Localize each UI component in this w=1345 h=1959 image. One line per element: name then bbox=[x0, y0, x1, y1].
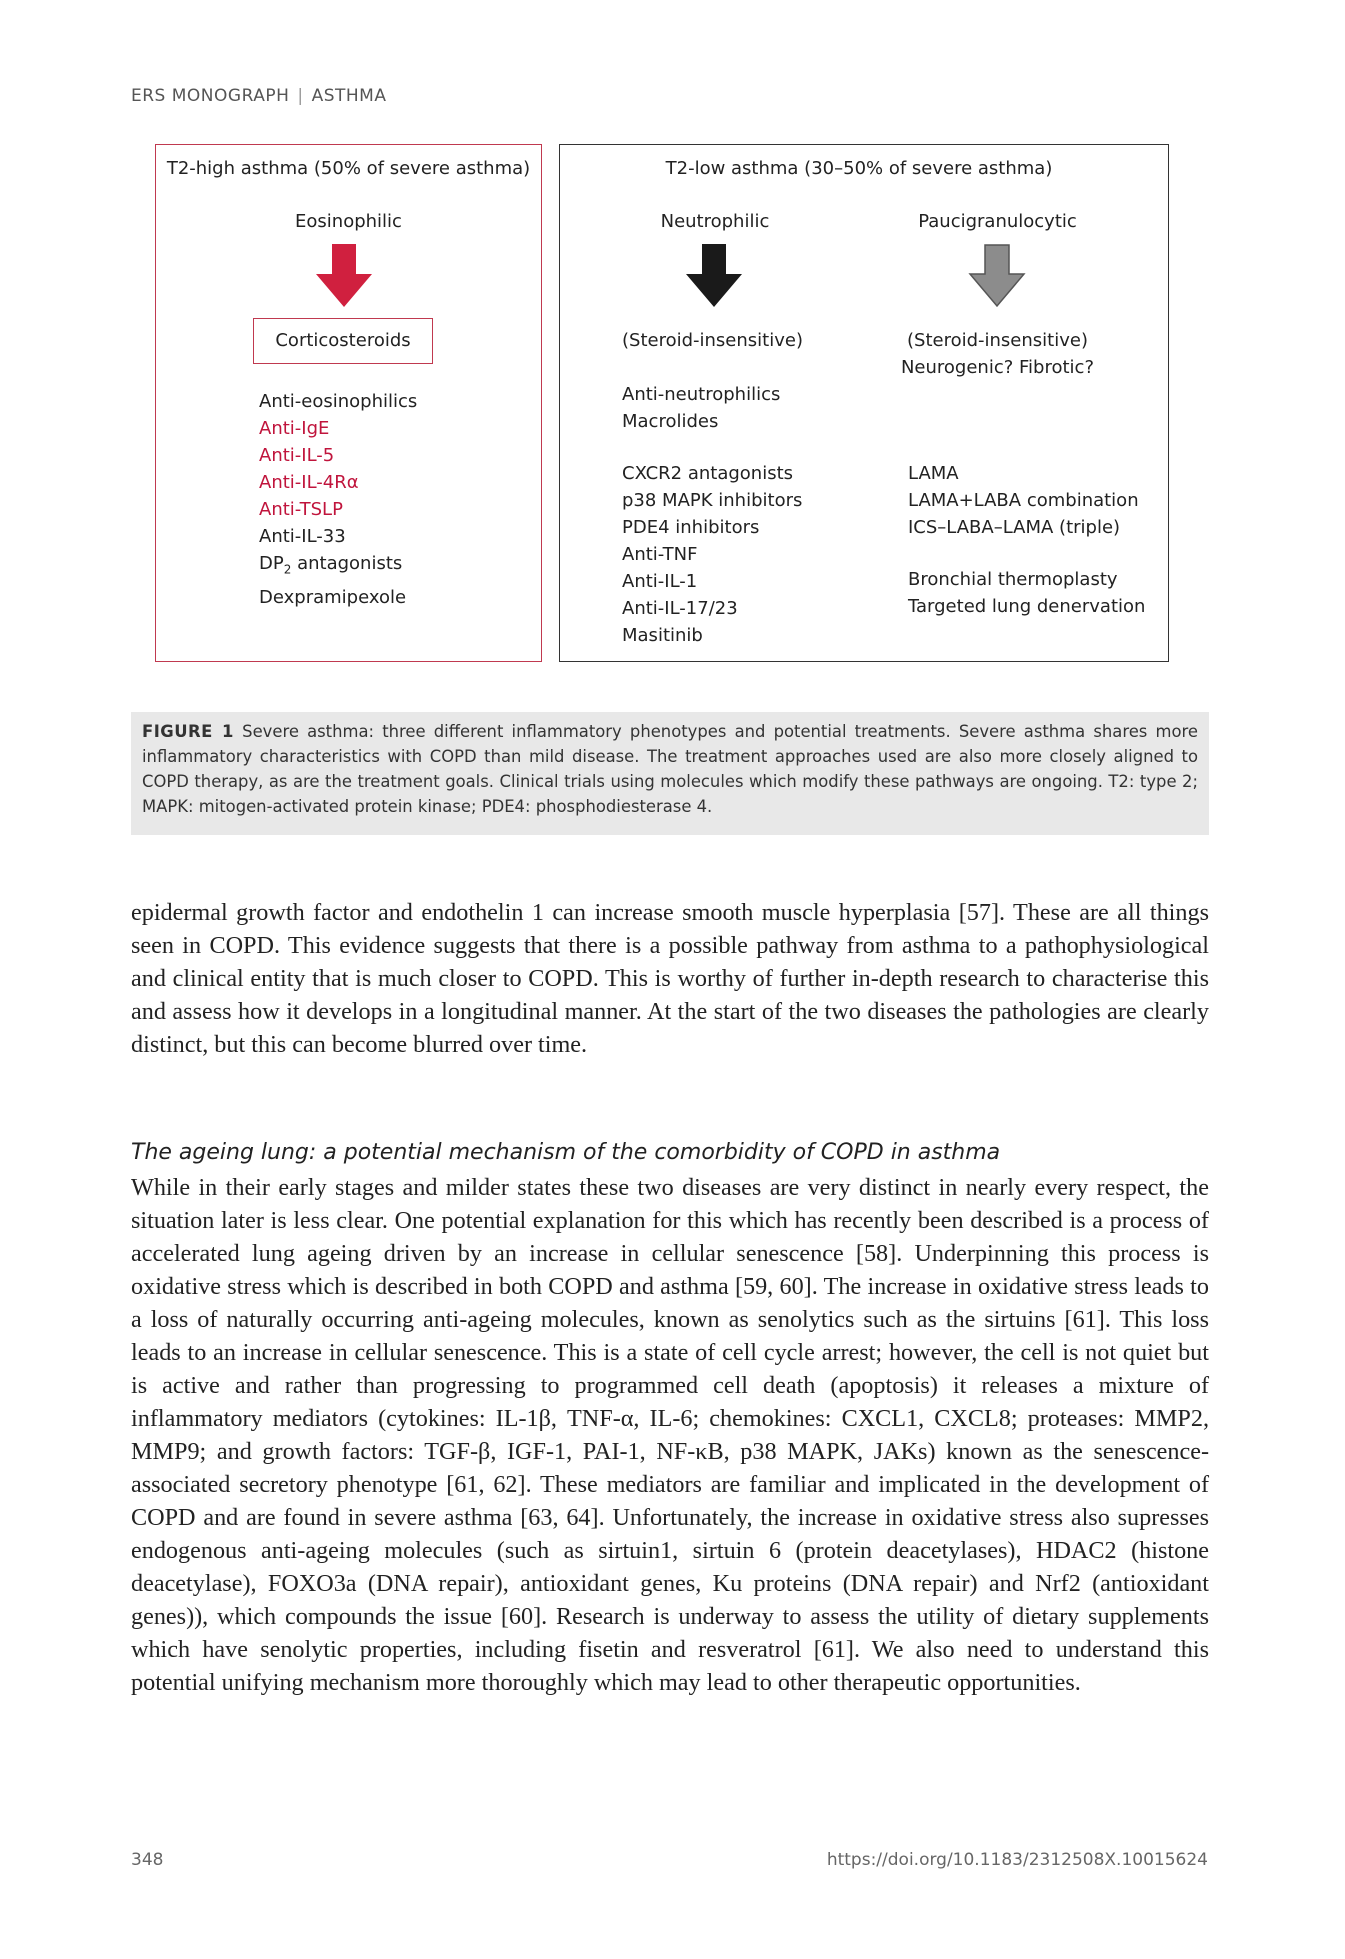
treatment-item: Bronchial thermoplasty bbox=[908, 569, 1118, 590]
treatment-item: Anti-eosinophilics bbox=[259, 391, 418, 412]
body-paragraph: While in their early stages and milder states these two diseases are very distinct in nearly every respect, the situation later is less clear. One potential explanation for this which has recently been described is a process of accelerated lung ageing driven by an increase in cellular senescence [58]. Underpinning this process is oxidative stress which is described in both COPD and asthma [59, 60]. The increase in oxidative stress leads to a loss of naturally occurring anti-ageing molecules, known as senolytics such as the sirtuins [61]. This loss leads to an increase in cellular senescence. This is a state of cell cycle arrest; however, the cell is not quiet but is active and rather than progressing to programmed cell death (apoptosis) it releases a mixture of inflammatory mediators (cytokines: IL-1β, TNF-α, IL-6; chemokines: CXCL1, CXCL8; proteases: MMP2, MMP9; and growth factors: TGF-β, IGF-1, PAI-1, NF-κB, p38 MAPK, JAKs) known as the senescence-associated secretory phenotype [61, 62]. These mediators are familiar and implicated in the development of COPD and are found in severe asthma [63, 64]. Unfortunately, the increase in oxidative stress also supresses endogenous anti-ageing molecules (such as sirtuin1, sirtuin 6 (protein deacetylases), HDAC2 (histone deacetylase), FOXO3a (DNA repair), antioxidant genes, Ku proteins (DNA repair) and Nrf2 (antioxidant genes)), which compounds the issue [60]. Research is underway to assess the utility of dietary supplements which have senolytic properties, including fisetin and resveratrol [61]. We also need to understand this potential unifying mechanism more thoroughly which may lead to other therapeutic opportunities. bbox=[131, 1174, 1209, 1696]
doi-link[interactable]: https://doi.org/10.1183/2312508X.10015624 bbox=[826, 1850, 1208, 1870]
treatment-item: Anti-IL-5 bbox=[259, 445, 335, 466]
body-paragraph: epidermal growth factor and endothelin 1 can increase smooth muscle hyperplasia [57]. These are all things seen in COPD. This evidence suggests that there is a possible pathway from asthma to a pathophysiological and clinical entity that is much closer to COPD. This is worthy of further in-depth research to characterise this and assess how it develops in a longitudinal manner. At the start of the two diseases the pathologies are clearly distinct, but this can become blurred over time. bbox=[131, 899, 1209, 1058]
neutrophilic-arrow-icon bbox=[684, 244, 744, 308]
corticosteroids-box: Corticosteroids bbox=[253, 318, 433, 364]
dp2-prefix: DP bbox=[259, 553, 284, 574]
caption-text: Severe asthma: three different inflammatory phenotypes and potential treatments. Severe asthma shares more inflammatory characteristics with COPD than mild disease. The treatment approaches used are also more closely aligned to COPD therapy, as are the treatment goals. Clinical trials using molecules which modify these pathways are ongoing. T2: type 2; MAPK: mitogen-activated protein kinase; PDE4: phosphodiesterase 4. bbox=[142, 722, 1198, 816]
neutrophilic-group-2 bbox=[622, 460, 802, 649]
treatment-item: CXCR2 antagonists bbox=[622, 463, 794, 484]
series-name: ERS MONOGRAPH bbox=[131, 86, 290, 106]
section-heading: The ageing lung: a potential mechanism of the comorbidity of COPD in asthma bbox=[131, 1140, 1001, 1165]
treatment-item: Anti-IL-33 bbox=[259, 526, 346, 547]
dp2-suffix: antagonists bbox=[291, 553, 403, 574]
treatment-item: Anti-neutrophilics bbox=[622, 384, 781, 405]
paucigranulocytic-question: Neurogenic? Fibrotic? bbox=[900, 357, 1095, 378]
eosinophilic-arrow-icon bbox=[314, 244, 374, 308]
eosinophilic-label: Eosinophilic bbox=[295, 211, 402, 232]
treatment-item: Targeted lung denervation bbox=[908, 596, 1146, 617]
dp2-subscript: 2 bbox=[283, 562, 292, 577]
treatment-item: Masitinib bbox=[622, 625, 703, 646]
t2-high-title: T2-high asthma (50% of severe asthma) bbox=[166, 158, 531, 179]
neutrophilic-group-1 bbox=[622, 381, 780, 435]
paucigranulocytic-group-2 bbox=[908, 566, 1145, 620]
paucigranulocytic-label: Paucigranulocytic bbox=[918, 211, 1077, 232]
figure-caption bbox=[131, 712, 1209, 835]
paucigranulocytic-notes bbox=[880, 327, 1115, 381]
paucigranulocytic-arrow-icon bbox=[967, 244, 1027, 308]
treatment-item: Anti-TNF bbox=[622, 544, 698, 565]
paucigranulocytic-group-1 bbox=[908, 460, 1139, 541]
figure-label: FIGURE 1 bbox=[142, 722, 234, 741]
treatment-item: PDE4 inhibitors bbox=[622, 517, 760, 538]
treatment-item: Anti-IL-4Rα bbox=[259, 472, 359, 493]
treatment-item: p38 MAPK inhibitors bbox=[622, 490, 803, 511]
treatment-item: Dexpramipexole bbox=[259, 586, 407, 608]
treatment-item-dp2 bbox=[259, 550, 417, 584]
treatment-item: Anti-TSLP bbox=[259, 499, 343, 520]
treatment-item: LAMA+LABA combination bbox=[908, 490, 1139, 511]
treatment-item: LAMA bbox=[908, 463, 959, 484]
treatment-item: ICS–LABA–LAMA (triple) bbox=[908, 517, 1121, 538]
neutrophilic-label: Neutrophilic bbox=[660, 211, 770, 232]
page-number: 348 bbox=[131, 1850, 164, 1870]
treatment-item: Anti-IL-17/23 bbox=[622, 598, 738, 619]
treatment-item: Anti-IL-1 bbox=[622, 571, 698, 592]
treatment-item: Macrolides bbox=[622, 411, 719, 432]
paucigranulocytic-steroid-note: (Steroid-insensitive) bbox=[907, 330, 1088, 351]
t2-low-title: T2-low asthma (30–50% of severe asthma) bbox=[665, 158, 1053, 179]
treatment-item: Anti-IgE bbox=[259, 418, 330, 439]
topic-name: ASTHMA bbox=[311, 86, 387, 106]
neutrophilic-steroid-note: (Steroid-insensitive) bbox=[622, 330, 803, 351]
running-head bbox=[131, 86, 386, 106]
header-separator: | bbox=[297, 86, 304, 106]
t2-high-treatment-list bbox=[259, 388, 417, 611]
